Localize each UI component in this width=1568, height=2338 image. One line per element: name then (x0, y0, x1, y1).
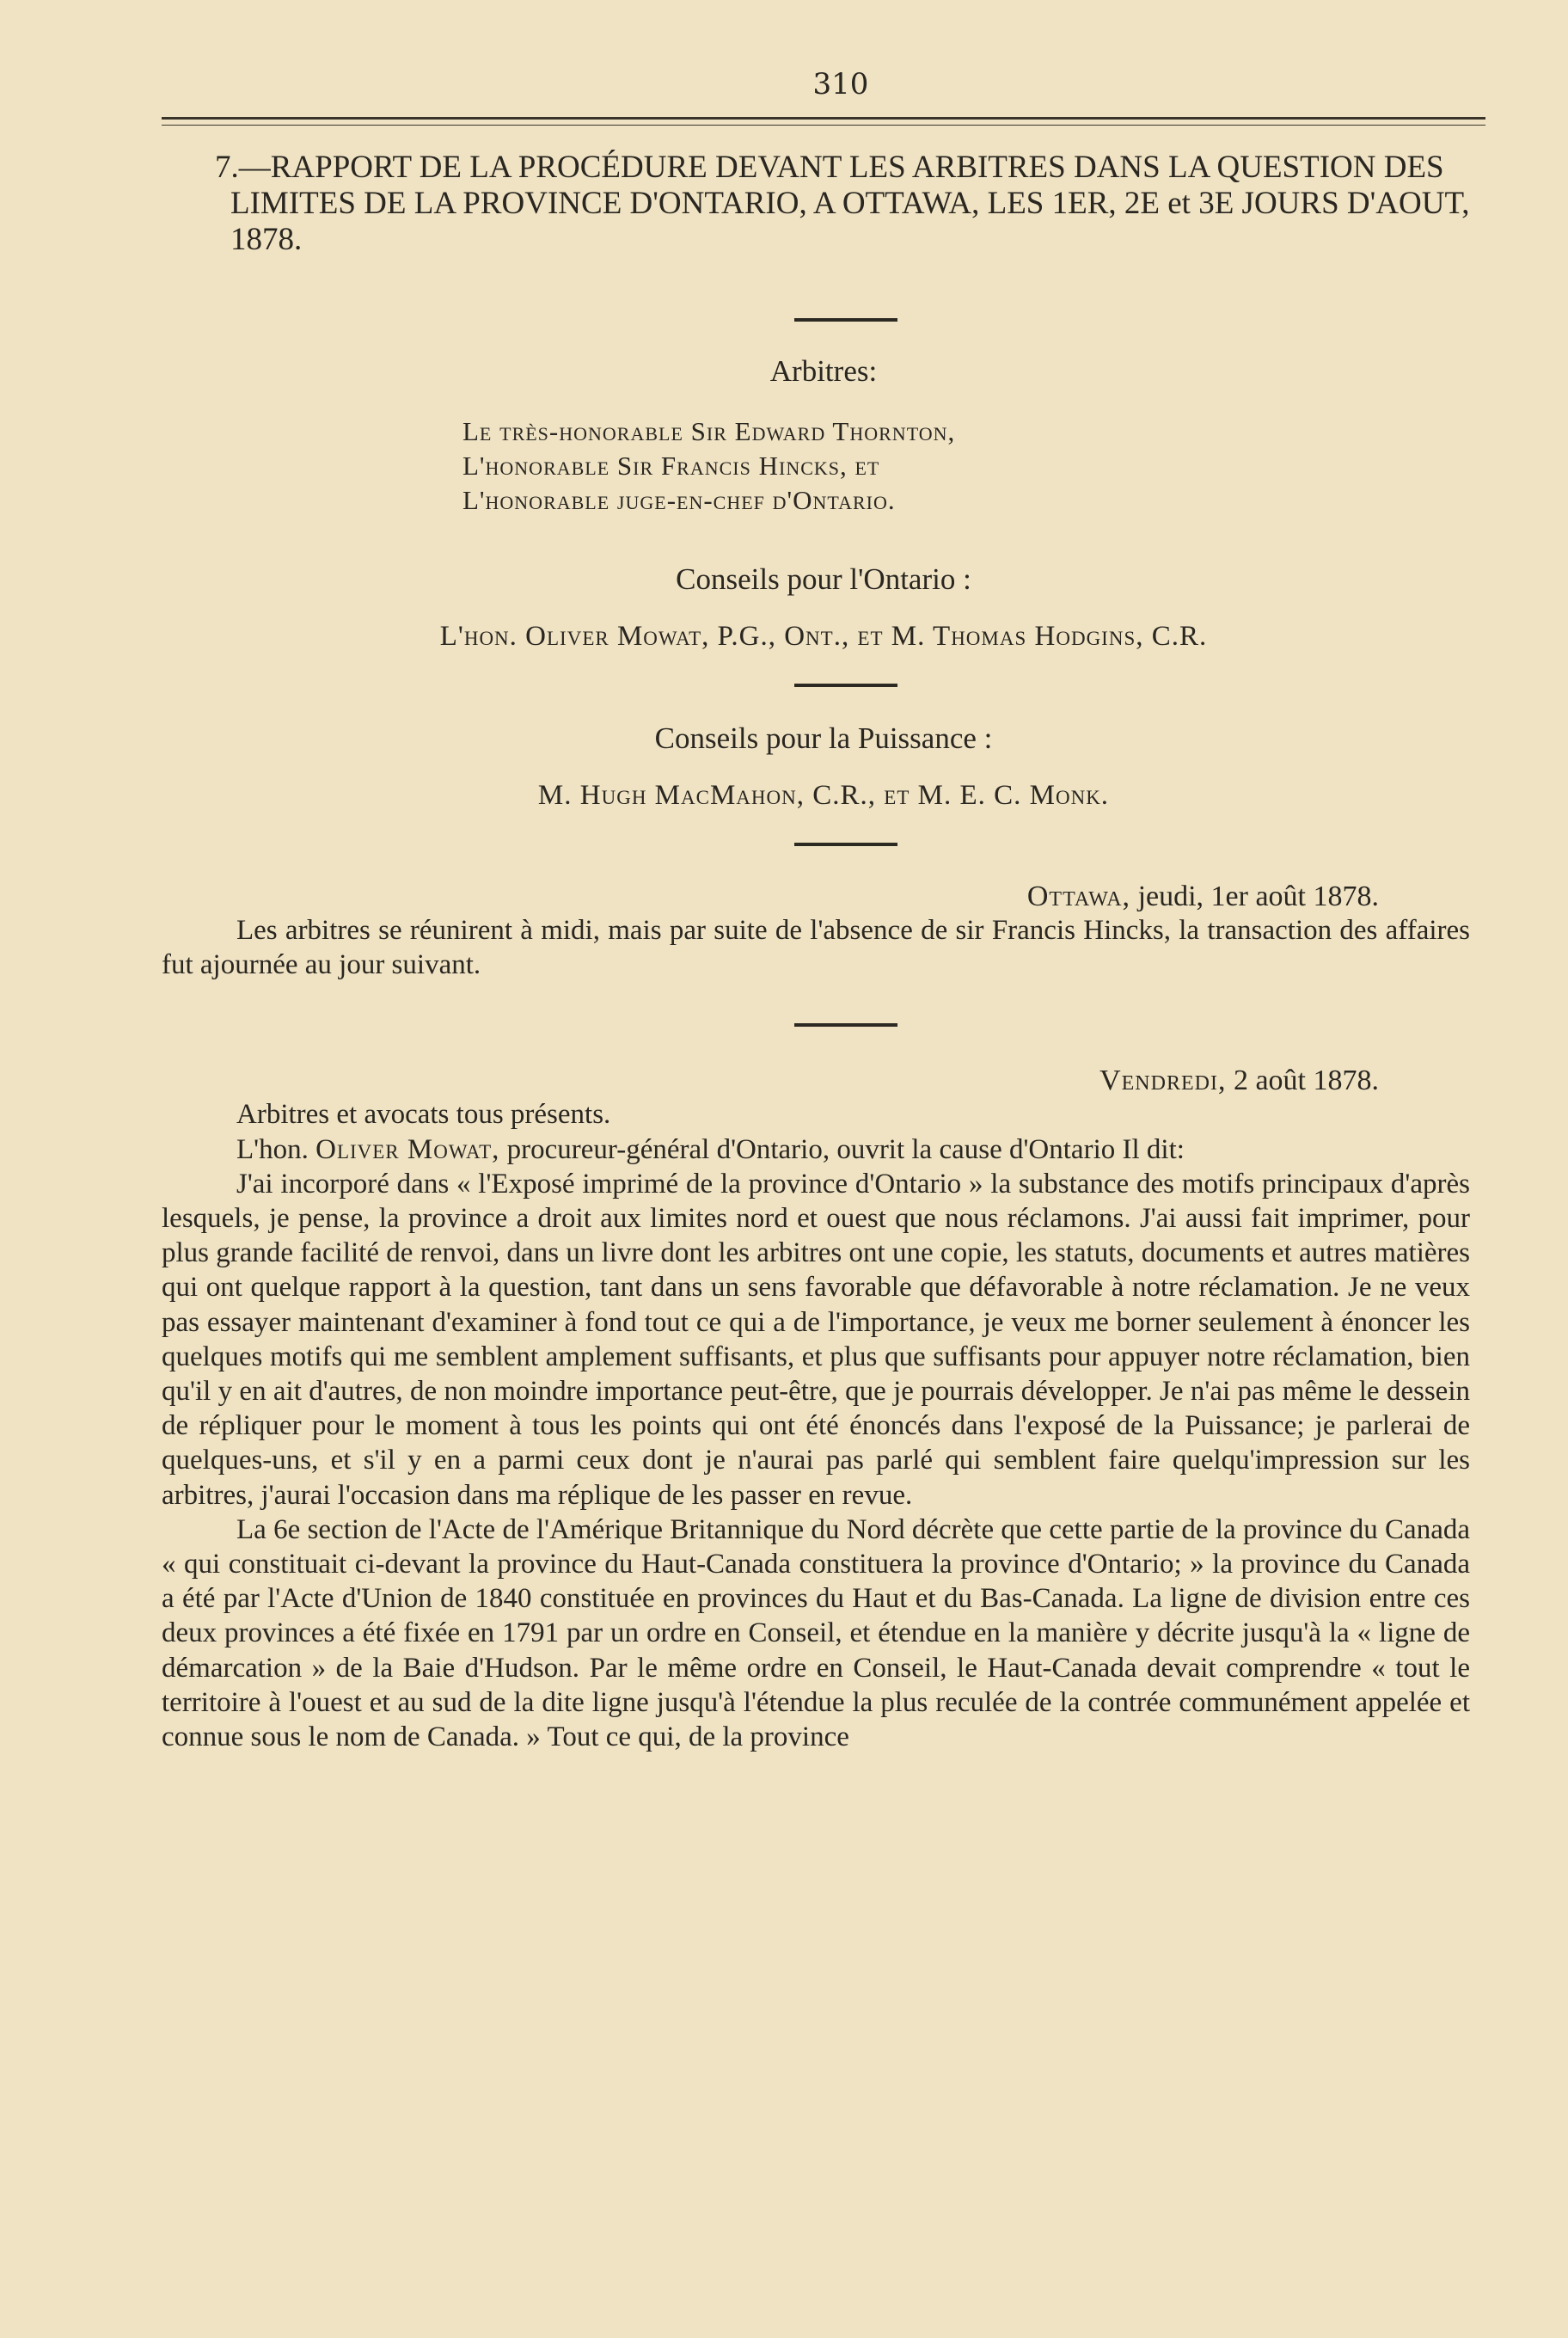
dateline-2 (162, 1065, 1485, 1097)
section-heading: 7.—RAPPORT DE LA PROCÉDURE DEVANT LES ARBITRES DANS LA QUESTION DES LIMITES DE LA PROVINCE D'ONTARIO, A OTTAWA, LES 1ER, 2E et 3E JOURS D'AOUT, 1878. (215, 150, 1470, 257)
intro-speaker: Oliver Mowat, (315, 1133, 500, 1165)
header-rule-thin (162, 125, 1485, 126)
conseils-puissance-names: M. Hugh MacMahon, C.R., et M. E. C. Monk. (537, 780, 1110, 811)
dateline-2-date: 2 août 1878. (1233, 1065, 1379, 1097)
body-paragraph-1: J'ai incorporé dans « l'Exposé imprimé de la province d'Ontario » la substance des motifs principaux d'après lesquels, je pense, la province a droit aux limites nord et ouest que nous réclamons. J'ai aussi fait imprimer, pour plus grande facilité de renvoi, dans un livre dont les arbitres ont une copie, les statuts, documents et autres matières qui ont quelque rapport à la question, tant dans un sens favorable que défavorable à notre réclamation. Je ne veux pas essayer maintenant d'examiner à fond tout ce qui a de l'importance, je veux me borner seulement à énoncer les quelques motifs qui me semblent amplement suffisants, et plus que suffisants pour appuyer notre réclamation, bien qu'il y en ait d'autres, de non moindre importance peut-être, que je pourrais développer. Je n'ai pas même le dessein de répliquer pour le moment à tous les points qui ont été énoncés dans l'exposé de la Puissance; je parlerai de quelques-uns, et s'il y en a parmi ceux dont je n'aurai pas parlé qui semblent faire quelqu'impression sur les arbitres, j'aurai l'occasion dans ma réplique de les passer en revue. (162, 1168, 1470, 1511)
arbitre-name-3: L'honorable juge-en-chef d'Ontario. (462, 485, 896, 515)
arbitre-name-2: L'honorable Sir Francis Hincks, et (462, 451, 880, 481)
intro-suffix: procureur-général d'Ontario, ouvrit la cause d'Ontario Il dit: (506, 1133, 1185, 1165)
intro-prefix: L'hon. (236, 1133, 309, 1165)
arbitres-label: Arbitres: (769, 354, 878, 388)
dateline-1 (162, 881, 1485, 913)
header-rules (162, 117, 1485, 126)
body-paragraph-2: La 6e section de l'Acte de l'Amérique Britannique du Nord décrète que cette partie de la province du Canada « qui constituait ci-devant la province du Haut-Canada constituera la province d'Ontario; » la province du Canada a été par l'Acte d'Union de 1840 constituée en provinces du Haut et du Bas-Canada. La ligne de division entre ces deux provinces a été fixée en 1791 par un ordre en Conseil, et étendue en la manière y décrite jusqu'à la « ligne de démarcation » de la Baie d'Hudson. Par le même ordre en Conseil, le Haut-Canada devait comprendre « tout le territoire à l'ouest et au sud de la dite ligne jusqu'à l'étendue la plus reculée de la contrée communément appelée et connue sous le nom de Canada. » Tout ce qui, de la province (162, 1513, 1470, 1753)
separator-2 (794, 684, 897, 687)
separator-1 (794, 318, 897, 322)
session1-text: Les arbitres se réunirent à midi, mais par suite de l'absence de sir Francis Hincks, la transaction des affaires fut ajournée au jour suivant. (162, 915, 1470, 981)
dateline-2-day: Vendredi, (1099, 1065, 1227, 1097)
header-rule-thick (162, 117, 1485, 120)
page-number: 310 (812, 67, 869, 101)
conseils-puissance-label: Conseils pour la Puissance : (654, 721, 993, 755)
arbitre-name-1: Le très-honorable Sir Edward Thornton, (462, 416, 956, 446)
separator-4 (794, 1023, 897, 1027)
intro-paragraph (162, 1132, 1485, 1167)
dateline-1-date: jeudi, 1er août 1878. (1137, 881, 1379, 912)
present-line: Arbitres et avocats tous présents. (236, 1099, 611, 1131)
dateline-1-place: Ottawa, (1026, 881, 1131, 912)
conseils-ontario-names: L'hon. Oliver Mowat, P.G., Ont., et M. Thomas Hodgins, C.R. (439, 621, 1208, 652)
arbitres-list (462, 414, 1485, 518)
conseils-ontario-label: Conseils pour l'Ontario : (676, 562, 971, 596)
separator-3 (794, 843, 897, 846)
